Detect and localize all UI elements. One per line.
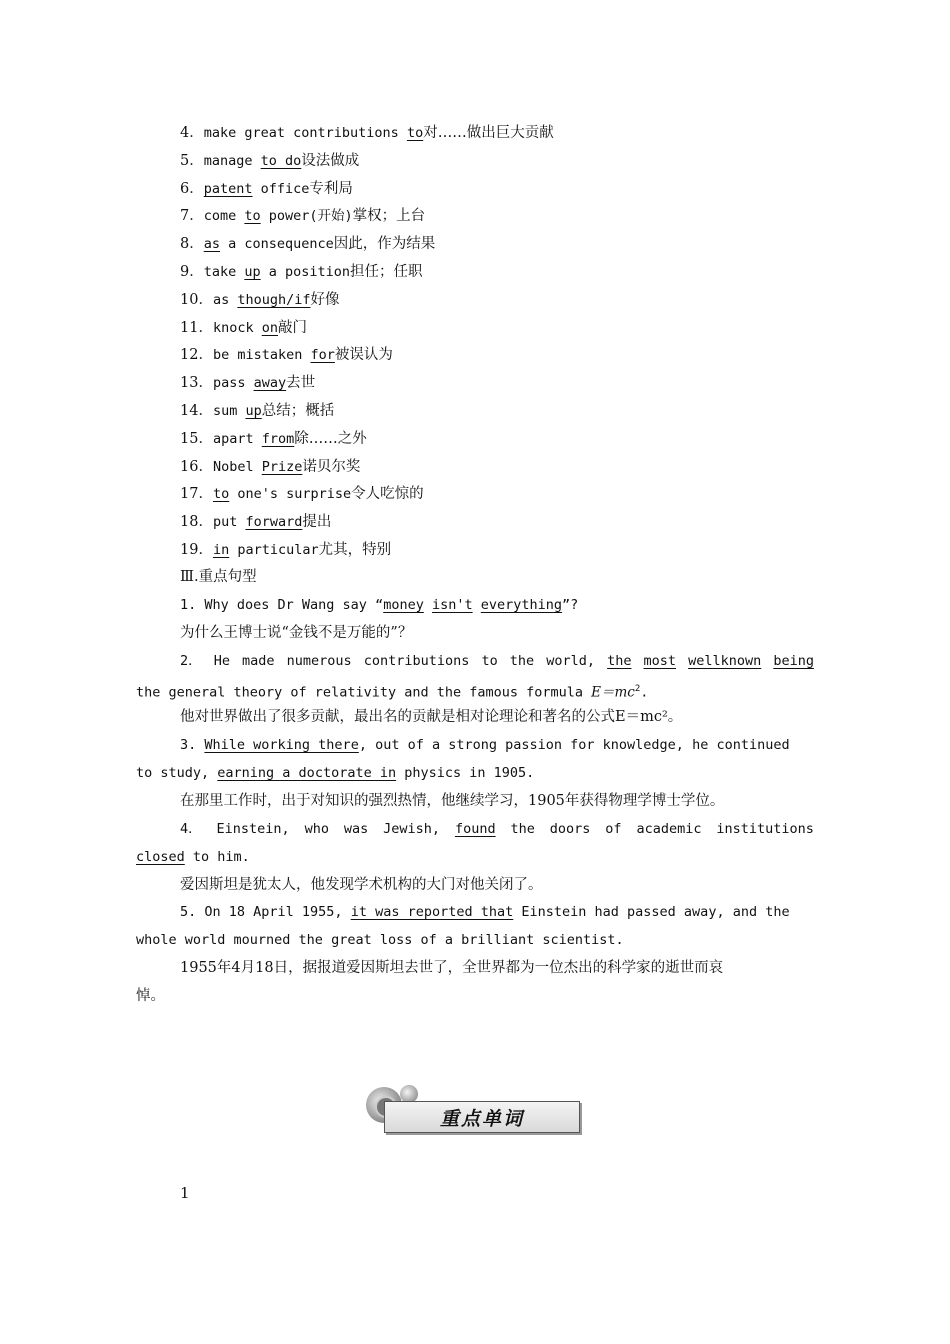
phrase-translation: 掌权；上台 — [352, 208, 426, 225]
phrase-blank-answer: up — [244, 264, 261, 280]
page-number: 1 — [180, 1184, 190, 1202]
phrase-text: 17． — [180, 486, 213, 503]
phrase-text: particular — [229, 542, 319, 558]
sentence-2-zh: 他对世界做出了很多贡献，最出名的贡献是相对论理论和著名的公式E＝mc²。 — [180, 709, 683, 725]
phrase-blank-answer: on — [261, 319, 278, 336]
phrase-text: 14． — [180, 403, 213, 419]
sentence-3-en-line1: 3. While working there, out of a strong passion for knowledge, he continued — [180, 737, 790, 753]
phrase-translation: 专利局 — [309, 180, 353, 197]
phrase-text: a position — [260, 264, 351, 280]
phrase-translation: 好像 — [310, 291, 340, 308]
phrase-item — [180, 457, 360, 477]
phrase-blank-answer: as — [203, 236, 220, 253]
phrase-translation: 提出 — [302, 514, 332, 531]
phrase-text: manage — [203, 152, 261, 169]
phrase-text: pass — [212, 375, 254, 392]
phrase-blank-answer: in — [212, 542, 230, 558]
phrase-item — [180, 234, 435, 254]
phrase-text: 18． — [180, 514, 213, 531]
phrase-blank-answer: to — [406, 125, 424, 141]
section-title: Ⅲ.重点句型 — [180, 569, 257, 585]
phrase-item — [180, 123, 554, 143]
phrase-text: 15． — [180, 430, 213, 447]
phrase-text: 13． — [180, 375, 213, 392]
sentence-1-zh: 为什么王博士说“金钱不是万能的”？ — [180, 625, 413, 641]
phrase-text: 5． — [180, 152, 204, 169]
phrase-item — [180, 206, 425, 226]
phrase-text: make great contributions — [203, 125, 407, 141]
phrase-item — [180, 345, 393, 365]
phrase-text: 19． — [180, 542, 213, 558]
sentence-2-en-line2: the general theory of relativity and the famous formula $E=mc^2$. — [136, 684, 649, 701]
sentence-4-en-line2: closed to him. — [136, 849, 250, 865]
phrase-blank-answer: for — [310, 347, 335, 364]
phrase-translation: 因此，作为结果 — [333, 236, 436, 253]
phrase-translation: 除……之外 — [294, 430, 367, 447]
phrase-text: as — [212, 291, 238, 308]
phrase-text: 12． — [180, 347, 213, 364]
phrase-translation: 尤其，特别 — [318, 542, 392, 558]
phrase-translation: 对……做出巨大贡献 — [423, 125, 554, 141]
phrase-blank-answer: to do — [260, 152, 302, 169]
phrase-text: apart — [212, 430, 262, 447]
phrase-translation: 去世 — [286, 375, 316, 392]
phrase-item — [180, 290, 340, 310]
phrase-blank-answer: forward — [245, 514, 303, 531]
phrase-text: power(开始) — [260, 208, 353, 225]
sentence-1-en: 1. Why does Dr Wang say “money isn't everything”? — [180, 597, 579, 613]
phrase-item — [180, 401, 334, 421]
sentence-5-zh-line1: 1955年4月18日，据报道爱因斯坦去世了，全世界都为一位杰出的科学家的逝世而哀 — [180, 960, 724, 976]
phrase-text: one's surprise — [229, 486, 352, 503]
badge-box — [384, 1101, 580, 1133]
phrase-translation: 被误认为 — [334, 347, 393, 364]
sentence-2-en-line1: 2． He made numerous contributions to the world, the most wellknown being — [180, 653, 814, 669]
phrase-blank-answer: up — [245, 403, 262, 419]
phrase-item — [180, 429, 367, 449]
phrase-blank-answer: though/if — [237, 291, 311, 308]
phrase-text: 4． — [180, 125, 204, 141]
phrase-translation: 总结；概括 — [261, 403, 335, 419]
phrase-text: 10． — [180, 291, 213, 308]
phrase-text: 9． — [180, 264, 204, 280]
phrase-translation: 敲门 — [278, 319, 307, 336]
phrase-translation: 设法做成 — [301, 152, 360, 169]
section-badge — [366, 1085, 582, 1137]
phrase-text: 6． — [180, 180, 204, 197]
phrase-blank-answer: to — [244, 208, 261, 225]
phrase-text: put — [212, 514, 246, 531]
phrase-text: be mistaken — [212, 347, 311, 364]
phrase-item — [180, 262, 423, 282]
phrase-blank-answer: from — [261, 430, 295, 447]
phrase-item — [180, 179, 353, 199]
phrase-text: a consequence — [220, 236, 334, 253]
phrase-text: take — [203, 264, 245, 280]
phrase-text: Nobel — [212, 458, 262, 475]
phrase-text: 16． — [180, 458, 213, 475]
phrase-item — [180, 318, 307, 338]
sentence-3-zh: 在那里工作时，出于对知识的强烈热情，他继续学习，1905年获得物理学博士学位。 — [180, 793, 725, 809]
phrase-text: 7． — [180, 208, 204, 225]
sentence-4-zh: 爱因斯坦是犹太人，他发现学术机构的大门对他关闭了。 — [180, 877, 543, 893]
phrase-text: knock — [212, 319, 262, 336]
phrase-item — [180, 540, 391, 560]
sentence-5-en-line2: whole world mourned the great loss of a brilliant scientist. — [136, 932, 624, 948]
phrase-blank-answer: Prize — [261, 458, 303, 475]
badge-title: 重点单词 — [439, 1108, 524, 1130]
phrase-text: 11． — [180, 319, 213, 336]
phrase-item — [180, 512, 331, 532]
sentence-5-en-line1: 5. On 18 April 1955, it was reported that Einstein had passed away, and the — [180, 904, 790, 920]
phrase-translation: 令人吃惊的 — [351, 486, 424, 503]
phrase-item — [180, 484, 424, 504]
phrase-blank-answer: patent — [203, 180, 253, 197]
phrase-text: sum — [212, 403, 246, 419]
phrase-item — [180, 151, 359, 171]
sentence-3-en-line2: to study, earning a doctorate in physics in 1905. — [136, 765, 535, 781]
phrase-translation: 担任；任职 — [350, 264, 423, 280]
phrase-item — [180, 373, 315, 393]
phrase-translation: 诺贝尔奖 — [302, 458, 361, 475]
sentence-4-en-line1: 4． Einstein, who was Jewish, found the doors of academic institutions — [180, 821, 814, 837]
phrase-text: come — [203, 208, 245, 225]
phrase-blank-answer: away — [253, 375, 287, 392]
phrase-text: office — [252, 180, 310, 197]
phrase-text: 8． — [180, 236, 204, 253]
phrase-blank-answer: to — [212, 486, 230, 503]
sentence-5-zh-line2: 悼。 — [136, 988, 165, 1004]
